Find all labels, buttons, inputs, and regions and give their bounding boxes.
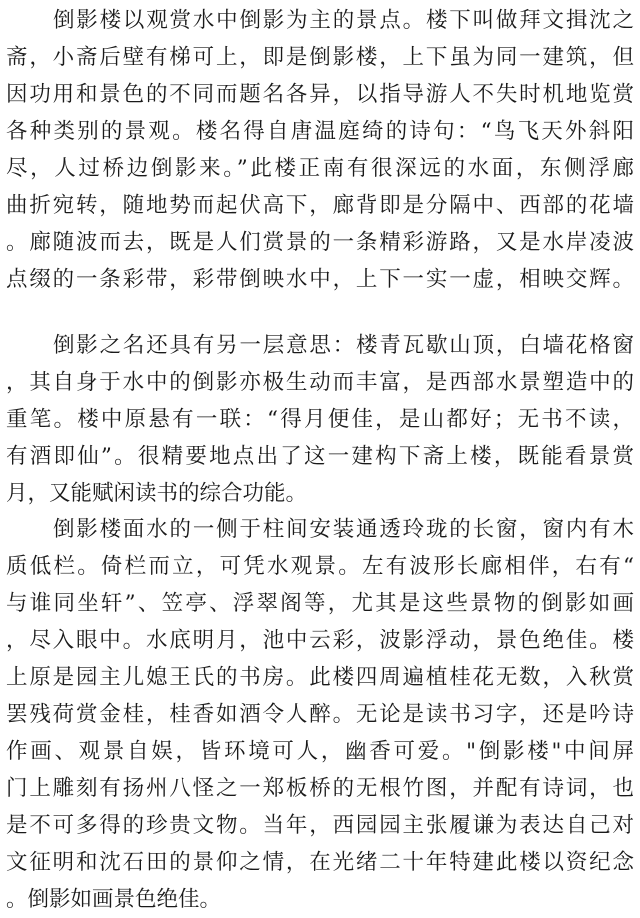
paragraph-1 (6, 2, 634, 298)
text-line: 点缀的一条彩带，彩带倒映水中，上下一实一虚，相映交辉。 (6, 267, 634, 292)
text-line: 曲折宛转，随地势而起伏高下，廊背即是分隔中、西部的花墙 (6, 193, 634, 218)
text-line: 与谁同坐轩”、笠亭、浮翠阁等，尤其是这些景物的倒影如画 (6, 591, 634, 616)
paragraph-2 (6, 327, 634, 512)
text-line: 斋，小斋后壁有梯可上，即是倒影楼，上下虽为同一建筑，但 (6, 45, 634, 70)
text-line: 上原是园主儿媳王氏的书房。此楼四周遍植桂花无数，入秋赏 (6, 665, 634, 690)
text-line: 倒影楼以观赏水中倒影为主的景点。楼下叫做拜文揖沈之 (53, 8, 634, 33)
paragraph-3 (6, 511, 634, 918)
text-line: 是不可多得的珍贵文物。当年，西园园主张履谦为表达自己对 (6, 813, 634, 838)
text-line: 尽，人过桥边倒影来。”此楼正南有很深远的水面，东侧浮廊 (6, 156, 634, 181)
text-line: 倒影之名还具有另一层意思：楼青瓦歇山顶，白墙花格窗 (53, 333, 634, 358)
text-line: 各种类别的景观。楼名得自唐温庭绮的诗句：“鸟飞天外斜阳 (6, 119, 634, 144)
text-line: 门上雕刻有扬州八怪之一郑板桥的无根竹图，并配有诗词，也 (6, 776, 634, 801)
text-line: 罢残荷赏金桂，桂香如酒令人醉。无论是读书习字，还是吟诗 (6, 702, 634, 727)
text-line: 质低栏。倚栏而立，可凭水观景。左有波形长廊相伴，右有“ (6, 554, 634, 579)
text-line: ，尽入眼中。水底明月，池中云彩，波影浮动，景色绝佳。楼 (6, 628, 634, 653)
text-line: 倒影楼面水的一侧于柱间安装通透玲珑的长窗，窗内有木 (53, 517, 634, 542)
text-line: 月，又能赋闲读书的综合功能。 (6, 481, 308, 506)
text-line: 。廊随波而去，既是人们赏景的一条精彩游路，又是水岸凌波 (6, 230, 634, 255)
text-line: 文征明和沈石田的景仰之情，在光绪二十年特建此楼以资纪念 (6, 850, 634, 875)
text-line: ，其自身于水中的倒影亦极生动而丰富，是西部水景塑造中的 (6, 370, 634, 395)
text-line: 作画、观景自娱，皆环境可人，幽香可爱。"倒影楼"中间屏 (6, 739, 634, 764)
text-line: 因功用和景色的不同而题名各异，以指导游人不失时机地览赏 (6, 82, 634, 107)
text-line: 有酒即仙”。很精要地点出了这一建构下斋上楼，既能看景赏 (6, 444, 634, 469)
text-line: 重笔。楼中原悬有一联：“得月便佳，是山都好；无书不读， (6, 407, 634, 432)
text-line: 。倒影如画景色绝佳。 (6, 887, 222, 912)
